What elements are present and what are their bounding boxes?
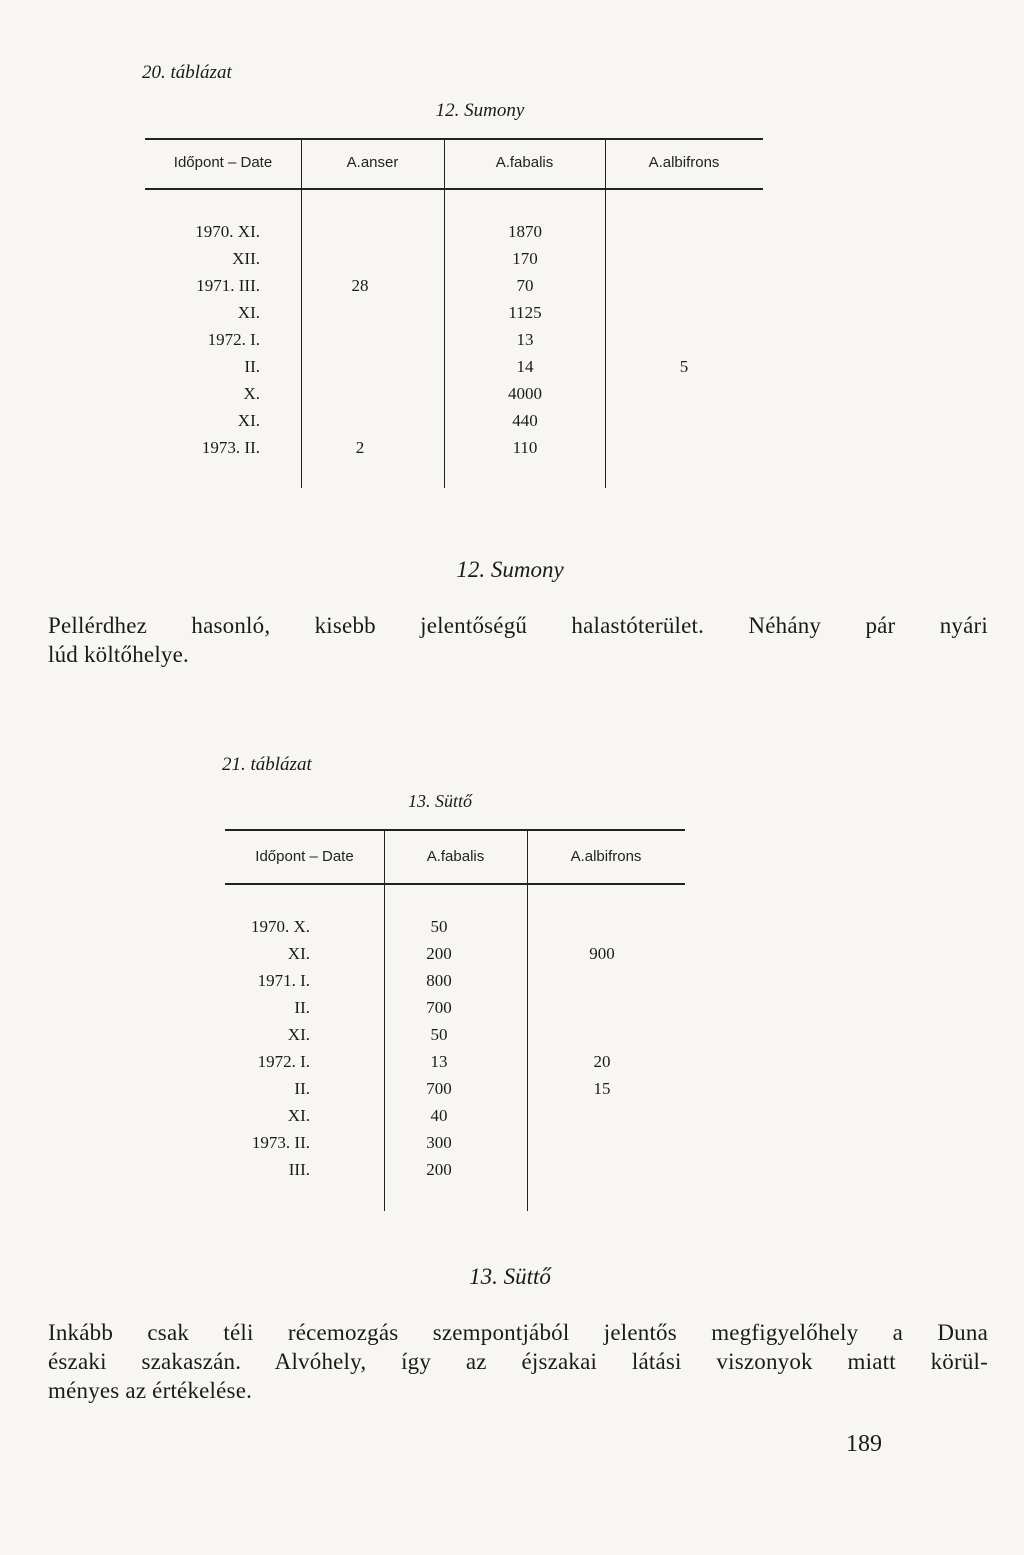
anser-cell: 28 xyxy=(351,276,369,295)
fabalis-cell: 200 xyxy=(426,944,452,963)
anser-cell xyxy=(290,299,430,326)
fabalis-cell: 50 xyxy=(430,1025,448,1044)
albifrons-cell: 20 xyxy=(593,1052,611,1071)
section-12-text-line2: lúd költőhelye. xyxy=(48,642,189,667)
section-12-title: 12. Sumony xyxy=(456,557,564,582)
page-number: 189 xyxy=(846,1431,882,1457)
fabalis-cell: 200 xyxy=(426,1160,452,1179)
table-row xyxy=(190,967,690,994)
date-cell: XI. xyxy=(287,1025,310,1044)
fabalis-cell: 40 xyxy=(430,1106,448,1125)
fabalis-cell: 700 xyxy=(426,1079,452,1098)
table-row xyxy=(120,218,620,245)
fabalis-cell: 50 xyxy=(430,917,448,936)
albifrons-cell: 900 xyxy=(589,944,615,963)
table-20-header-albifrons: A.albifrons xyxy=(648,154,720,171)
anser-cell xyxy=(290,245,430,272)
section-13-text-line2: északi szakaszán. Alvóhely, így az éjszakai látási viszonyok miatt körül- xyxy=(48,1349,988,1374)
albifrons-cell xyxy=(514,1021,690,1048)
date-cell: II. xyxy=(244,357,260,376)
albifrons-cell xyxy=(514,1156,690,1183)
fabalis-cell: 170 xyxy=(512,249,538,268)
table-21-body xyxy=(190,913,690,1183)
anser-cell xyxy=(290,326,430,353)
albifrons-cell xyxy=(514,994,690,1021)
table-21-header-rule xyxy=(225,883,685,885)
date-cell: XII. xyxy=(232,249,260,268)
table-row xyxy=(190,1129,690,1156)
albifrons-cell xyxy=(514,913,690,940)
section-13-text-line1: Inkább csak téli récemozgás szempontjából jelentős megfigyelőhely a Duna xyxy=(48,1320,988,1345)
table-row xyxy=(120,299,620,326)
table-21-location: 13. Süttő xyxy=(407,791,472,811)
table-row xyxy=(120,380,620,407)
date-cell: 1970. X. xyxy=(250,917,310,936)
fabalis-cell: 300 xyxy=(426,1133,452,1152)
table-20-header-rule xyxy=(145,188,763,190)
anser-cell xyxy=(290,353,430,380)
fabalis-cell: 1125 xyxy=(508,303,542,322)
date-cell: III. xyxy=(288,1160,310,1179)
table-21-top-rule xyxy=(225,829,685,831)
table-row xyxy=(190,940,690,967)
date-cell: 1972. I. xyxy=(257,1052,310,1071)
date-cell: 1971. III. xyxy=(196,276,260,295)
date-cell: 1970. XI. xyxy=(195,222,260,241)
table-20-albifrons-value: 5 xyxy=(679,357,689,376)
date-cell: XI. xyxy=(287,944,310,963)
table-row xyxy=(190,913,690,940)
section-12-text-line1: Pellérdhez hasonló, kisebb jelentőségű halastóterület. Néhány pár nyári xyxy=(48,613,988,638)
albifrons-cell: 15 xyxy=(593,1079,611,1098)
table-row xyxy=(120,272,620,299)
fabalis-cell: 800 xyxy=(426,971,452,990)
fabalis-cell: 110 xyxy=(512,438,538,457)
date-cell: 1971. I. xyxy=(257,971,310,990)
albifrons-cell xyxy=(514,967,690,994)
table-20-header-anser: A.anser xyxy=(346,154,399,171)
table-20-top-rule xyxy=(145,138,763,140)
fabalis-cell: 1870 xyxy=(508,222,542,241)
table-row xyxy=(120,407,620,434)
table-21-header-date: Időpont – Date xyxy=(255,848,354,865)
table-row xyxy=(190,1021,690,1048)
table-20-body xyxy=(120,218,620,461)
fabalis-cell: 440 xyxy=(512,411,538,430)
table-20-caption: 20. táblázat xyxy=(142,62,232,83)
date-cell: II. xyxy=(294,998,310,1017)
table-row xyxy=(120,245,620,272)
table-row xyxy=(120,434,620,461)
table-row xyxy=(190,1156,690,1183)
fabalis-cell: 14 xyxy=(516,357,534,376)
table-20-location: 12. Sumony xyxy=(435,100,525,121)
date-cell: XI. xyxy=(237,303,260,322)
date-cell: X. xyxy=(243,384,260,403)
table-20-header-date: Időpont – Date xyxy=(173,154,273,171)
section-13-text-line3: ményes az értékelése. xyxy=(48,1378,253,1403)
date-cell: XI. xyxy=(237,411,260,430)
table-row xyxy=(190,1102,690,1129)
anser-cell xyxy=(290,407,430,434)
table-row xyxy=(120,353,620,380)
table-21-header-fabalis: A.fabalis xyxy=(426,848,485,865)
anser-cell xyxy=(290,218,430,245)
albifrons-cell xyxy=(514,1129,690,1156)
date-cell: 1973. II. xyxy=(201,438,260,457)
date-cell: 1973. II. xyxy=(251,1133,310,1152)
section-13-title: 13. Süttő xyxy=(469,1264,551,1289)
fabalis-cell: 4000 xyxy=(508,384,542,403)
date-cell: XI. xyxy=(287,1106,310,1125)
table-21-header-albifrons: A.albifrons xyxy=(570,848,642,865)
albifrons-cell xyxy=(514,1102,690,1129)
table-row xyxy=(190,1048,690,1075)
date-cell: 1972. I. xyxy=(207,330,260,349)
table-21-caption: 21. táblázat xyxy=(222,754,312,775)
table-row xyxy=(190,1075,690,1102)
table-20-header-fabalis: A.fabalis xyxy=(495,154,554,171)
anser-cell: 2 xyxy=(355,438,365,457)
fabalis-cell: 13 xyxy=(430,1052,448,1071)
fabalis-cell: 700 xyxy=(426,998,452,1017)
table-row xyxy=(120,326,620,353)
date-cell: II. xyxy=(294,1079,310,1098)
fabalis-cell: 70 xyxy=(516,276,534,295)
table-row xyxy=(190,994,690,1021)
fabalis-cell: 13 xyxy=(516,330,534,349)
anser-cell xyxy=(290,380,430,407)
